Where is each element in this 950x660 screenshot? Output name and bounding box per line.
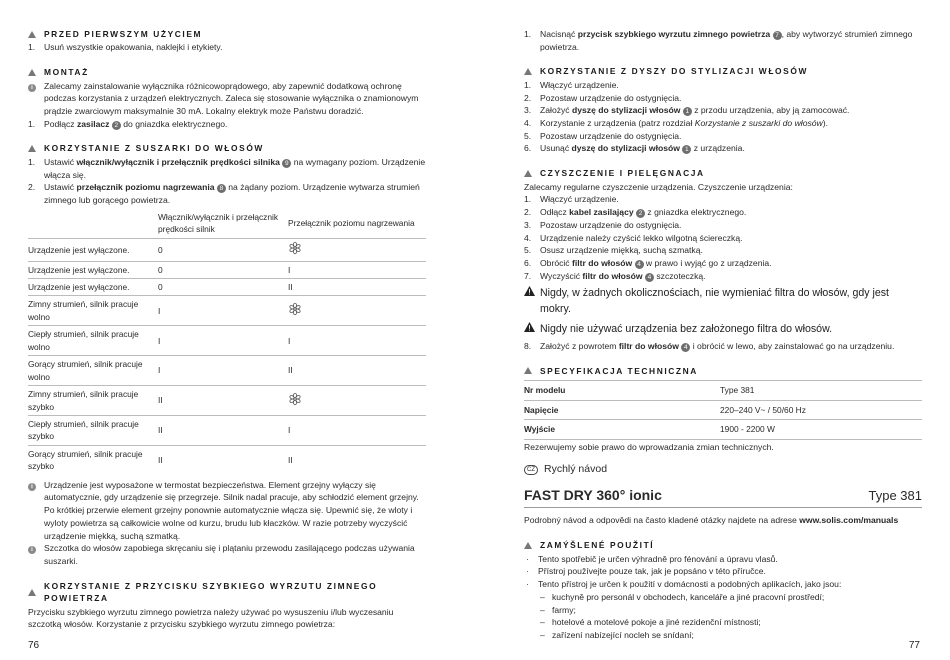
bullet-item: · Tento spotřebič je určen výhradně pro fénování a úpravu vlasů. [526, 553, 778, 564]
section-heading: ZAMÝŠLENÉ POUŽITÍ [524, 539, 922, 551]
spec-key: Napięcie [524, 400, 720, 419]
section-mounting [28, 66, 426, 130]
table-row [28, 445, 426, 474]
state-cell: Urządzenie jest wyłączone. [28, 261, 158, 278]
heat-cell: II [288, 279, 426, 296]
sub-bullet-item: – kuchyně pro personál v obchodech, kanceláře a jiné pracovní prostředí; [540, 591, 825, 602]
bullet-dot: · [526, 579, 529, 590]
section-heading: MONTAŻ [28, 66, 426, 78]
spec-row [524, 381, 922, 400]
spec-key: Wyjście [524, 420, 720, 439]
list-item: 5. Pozostaw urządzenie do ostygnięcia. [524, 130, 682, 141]
triangle-icon [524, 542, 532, 549]
info-note: i Szczotka do włosów zapobiega skręcaniu się i plątaniu przewodu zasilającego podczas używania suszarki. [28, 542, 426, 567]
speed-cell: 0 [158, 279, 288, 296]
table-row [28, 415, 426, 445]
paragraph: Zalecamy regularne czyszczenie urządzenia. Czyszczenie urządzenia: [524, 181, 793, 192]
list-item: 1. Włączyć urządzenie. [524, 79, 619, 90]
triangle-icon [524, 68, 532, 75]
section-heading: PRZED PIERWSZYM UŻYCIEM [28, 28, 426, 40]
state-cell: Urządzenie jest wyłączone. [28, 279, 158, 296]
info-note: i Urządzenie jest wyposażone w termostat bezpieczeństwa. Element grzejny wyłączy się automatycznie, gdy urządzenie się przegrzeje. Silnik nadal pracuje, aby schłodzić element grzejny. Po krótkiej przerwie element grzejny ponownie automatycznie włącza się. Upewnić się, że wloty i wyloty powietrza są całkowicie wolne od kurzu, brudu lub kłaczków. W razie potrzeby wyczyścić urządzenie miękką, suchą szmatką. [28, 479, 426, 543]
heat-cell: II [288, 356, 426, 386]
state-cell: Gorący strumień, silnik pracuje szybko [28, 445, 158, 474]
list-item: 6. Usunąć dyszę do stylizacji włosów 1 z urządzenia. [524, 143, 745, 154]
state-cell: Zimny strumień, silnik pracuje szybko [28, 386, 158, 416]
spec-key: Nr modelu [524, 381, 720, 400]
section-cold-shot [28, 580, 426, 631]
list-item: 2. Odłącz kabel zasilający 2 z gniazdka elektrycznego. [524, 207, 747, 218]
dash-bullet: – [540, 617, 545, 628]
spec-table [524, 380, 922, 439]
model-type: Type 381 [868, 487, 922, 503]
language-badge: CZ [524, 465, 538, 475]
table-row [28, 356, 426, 386]
table-row [28, 239, 426, 261]
right-page [524, 28, 922, 642]
heat-cell [288, 296, 426, 326]
part-number-badge: 8 [217, 184, 226, 193]
warning-note: Nigdy nie używać urządzenia bez założonego filtra do włosów. [524, 322, 922, 338]
warning-icon [524, 286, 535, 296]
list-item: 1. Włączyć urządzenie. [524, 194, 619, 205]
list-item: 3. Pozostaw urządzenie do ostygnięcia. [524, 219, 682, 230]
list-item: 7. Wyczyścić filtr do włosów 4 szczoteczką. [524, 270, 706, 281]
part-number-badge: 4 [645, 273, 654, 282]
paragraph: Przycisku szybkiego wyrzutu zimnego powietrza należy używać po wysuszeniu i/lub wyczesaniu szczotką włosów. Korzystanie z przycisku szybkiego wyrzutu zimnego powietrza: [28, 606, 394, 630]
state-cell: Ciepły strumień, silnik pracuje szybko [28, 415, 158, 445]
heat-cell [288, 239, 426, 261]
section-intended-use [524, 539, 922, 641]
list-item: 2. Pozostaw urządzenie do ostygnięcia. [524, 92, 682, 103]
cold-air-icon [288, 241, 302, 255]
list-item: 4. Urządzenie należy czyścić lekko wilgotną ściereczką. [524, 232, 743, 243]
heat-cell [288, 386, 426, 416]
section-styling-nozzle [524, 65, 922, 155]
section-heading: KORZYSTANIE Z PRZYCISKU SZYBKIEGO WYRZUTU ZIMNEGO POWIETRZA [28, 580, 426, 605]
settings-table: Włącznik/wyłącznik i przełącznik prędkości silnik Przełącznik poziomu nagrzewania Urządzenie jest wyłączone. 0 Urządzenie jest wyłączone. 0 I Urządzenie jest wyłączone. 0 II Zimny strumień, silnik pracuje wolno I Ciepły strumień, silnik pracuje wolno I I Gorący strumień, silnik pracuje wolno I II Zimny strumień, silnik pracuje szybko II Ciepły strumień, silnik pracuje szybko II I Gorący strumień, silnik pracuje szybko II II [28, 209, 426, 475]
part-number-badge: 2 [636, 209, 645, 218]
page-number: 76 [28, 640, 40, 652]
list-item: 3. Założyć dyszę do stylizacji włosów 1 z przodu urządzenia, aby ją zamocować. [524, 105, 850, 116]
spec-value: 1900 - 2200 W [720, 420, 922, 439]
model-header [524, 485, 922, 509]
speed-cell: I [158, 356, 288, 386]
triangle-icon [28, 69, 36, 76]
spec-value: Type 381 [720, 381, 922, 400]
speed-cell: 0 [158, 261, 288, 278]
sub-bullet-item: – zařízení nabízející nocleh se snídaní; [540, 629, 694, 640]
table-row [28, 326, 426, 356]
heat-cell: I [288, 326, 426, 356]
dash-bullet: – [540, 604, 545, 615]
triangle-icon [524, 367, 532, 374]
bullet-dot: · [526, 553, 529, 564]
manual-link[interactable]: www.solis.com/manuals [799, 515, 899, 526]
part-number-badge: 4 [681, 343, 690, 352]
list-item: 1. Usuń wszystkie opakowania, naklejki i etykiety. [28, 42, 223, 53]
dash-bullet: – [540, 591, 545, 602]
heat-cell: I [288, 261, 426, 278]
section-heading: KORZYSTANIE Z SUSZARKI DO WŁOSÓW [28, 142, 426, 154]
spec-value: 220–240 V~ / 50/60 Hz [720, 400, 922, 419]
spec-note: Rezerwujemy sobie prawo do wprowadzania zmian technicznych. [524, 441, 774, 452]
info-note: i Zalecamy zainstalowanie wyłącznika różnicowoprądowego, aby zapewnić dodatkową ochronę podczas korzystania z urządzeń elektrycznych. Zaleca się stosowanie wyłącznika o znamionowym prądzie zwarciowym maksymalnie 30 mA. Lokalny elektryk może Państwu doradzić. [28, 80, 426, 118]
speed-cell: 0 [158, 239, 288, 261]
page-number: 77 [908, 640, 920, 652]
warning-note: Nigdy, w żadnych okolicznościach, nie wymieniać filtra do włosów, gdy jest mokry. [524, 286, 922, 318]
speed-cell: I [158, 296, 288, 326]
left-page [28, 28, 426, 631]
quick-guide-heading: CZ Rychlý návod [524, 462, 922, 478]
bullet-item: · Přístroj používejte pouze tak, jak je popsáno v této příručce. [526, 566, 766, 577]
sub-bullet-item: – hotelové a motelové pokoje a jiné rezidenční místnosti; [540, 617, 761, 628]
spec-row [524, 420, 922, 439]
bullet-dot: · [526, 566, 529, 577]
list-item: 4. Korzystanie z urządzenia (patrz rozdział Korzystanie z suszarki do włosów). [524, 118, 829, 129]
info-icon: i [28, 84, 36, 92]
triangle-icon [28, 145, 36, 152]
info-icon: i [28, 546, 36, 554]
part-number-badge: 4 [635, 260, 644, 269]
section-specification [524, 365, 922, 453]
section-heading: CZYSZCZENIE I PIELĘGNACJA [524, 167, 922, 179]
spec-row [524, 400, 922, 419]
list-item: 2. Ustawić przełącznik poziomu nagrzewania 8 na żądany poziom. Urządzenie wytwarza strumień zimnego lub gorącego powietrza. [28, 182, 420, 206]
speed-cell: II [158, 415, 288, 445]
part-number-badge: 2 [112, 121, 121, 130]
list-item: 8. Założyć z powrotem filtr do włosów 4 i obrócić w lewo, aby zainstalować go na urządzeniu. [524, 341, 895, 352]
warning-icon [524, 322, 535, 332]
part-number-badge: 1 [682, 145, 691, 154]
table-row [28, 279, 426, 296]
list-item: 1. Nacisnąć przycisk szybkiego wyrzutu zimnego powietrza 7 , aby wytworzyć strumień zimnego powietrza. [524, 29, 913, 52]
list-item: 6. Obrócić filtr do włosów 4 w prawo i wyjąć go z urządzenia. [524, 257, 772, 268]
table-row [28, 386, 426, 416]
state-cell: Ciepły strumień, silnik pracuje wolno [28, 326, 158, 356]
cold-air-icon [288, 392, 302, 406]
list-item: 1. Podłącz zasilacz 2 do gniazdka elektrycznego. [28, 118, 228, 129]
info-icon: i [28, 483, 36, 491]
dash-bullet: – [540, 629, 545, 640]
cold-air-icon [288, 302, 302, 316]
heat-cell: II [288, 445, 426, 474]
section-first-use [28, 28, 426, 54]
bullet-item: · Tento přístroj je určen k použití v domácnosti a podobných aplikacích, jako jsou: [526, 579, 842, 590]
heat-cell: I [288, 415, 426, 445]
part-number-badge: 7 [773, 31, 782, 40]
state-cell: Gorący strumień, silnik pracuje wolno [28, 356, 158, 386]
list-item: 1. Ustawić włącznik/wyłącznik i przełącznik prędkości silnika 9 na wymagany poziom. Urządzenie włącza się. [28, 156, 426, 180]
triangle-icon [28, 31, 36, 38]
section-heading: SPECYFIKACJA TECHNICZNA [524, 365, 922, 377]
state-cell: Urządzenie jest wyłączone. [28, 239, 158, 261]
part-number-badge: 9 [282, 159, 291, 168]
section-cleaning [524, 167, 922, 353]
triangle-icon [524, 170, 532, 177]
section-heading: KORZYSTANIE Z DYSZY DO STYLIZACJI WŁOSÓW [524, 65, 922, 77]
part-number-badge: 1 [683, 107, 692, 116]
table-row [28, 296, 426, 326]
state-cell: Zimny strumień, silnik pracuje wolno [28, 296, 158, 326]
speed-cell: I [158, 326, 288, 356]
speed-cell: II [158, 386, 288, 416]
speed-cell: II [158, 445, 288, 474]
model-name: FAST DRY 360° ionic [524, 486, 662, 503]
manual-note: Podrobný návod a odpovědi na často kladené otázky najdete na adrese www.solis.com/manuals [524, 515, 899, 526]
section-dryer-use [28, 142, 426, 567]
table-row [28, 261, 426, 278]
triangle-icon [28, 589, 36, 596]
sub-bullet-item: – farmy; [540, 604, 576, 615]
list-item: 5. Osusz urządzenie miękką, suchą szmatką. [524, 245, 703, 256]
